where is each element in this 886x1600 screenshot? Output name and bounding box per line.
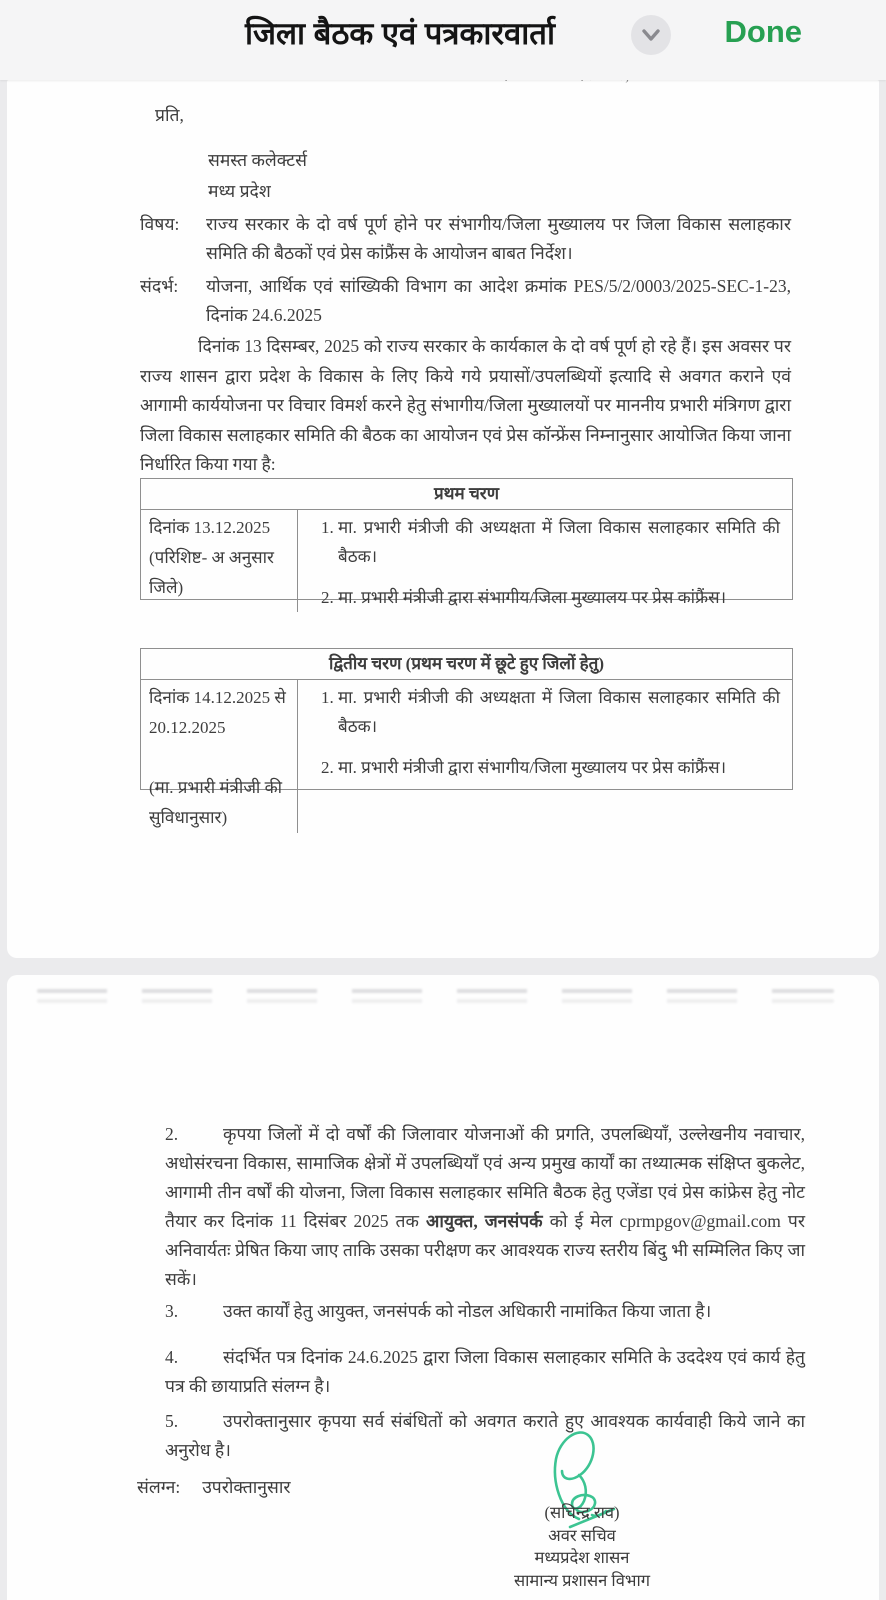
point-number: 3.	[165, 1301, 179, 1321]
addressee-line-1: समस्त कलेक्टर्स	[208, 150, 307, 170]
title-menu-button[interactable]	[631, 15, 671, 55]
reference-row	[140, 272, 791, 330]
chevron-down-icon	[641, 28, 661, 42]
enclosure-label: संलग्न:	[137, 1477, 181, 1497]
table-item: 2. मा. प्रभारी मंत्रीजी द्वारा संभागीय/जिला मुख्यालय पर प्रेस कांफ्रैंस।	[338, 583, 780, 612]
signatory-block	[427, 1502, 737, 1592]
document-scroll-area[interactable]	[0, 80, 886, 1600]
officer-name: (सचिन्द्र राव)	[544, 1503, 620, 1522]
point-number: 2.	[165, 1124, 179, 1144]
subject-label: विषय:	[140, 214, 180, 234]
enclosure-text: उपरोक्तानुसार	[202, 1477, 291, 1497]
officer-department: सामान्य प्रशासन विभाग	[513, 1570, 651, 1590]
phase1-table	[140, 478, 793, 607]
phase2-table-title: द्वितीय चरण (प्रथम चरण में छूटे हुए जिलों हेतु)	[141, 649, 792, 680]
phase1-date-cell: दिनांक 13.12.2025 (परिशिष्ट- अ अनुसार जिले)	[141, 510, 298, 612]
point-5	[165, 1407, 805, 1465]
addressee-line-2: मध्य प्रदेश	[208, 181, 271, 201]
phase2-date-cell: दिनांक 14.12.2025 से 20.12.2025 (मा. प्रभारी मंत्रीजी की सुविधानुसार)	[141, 680, 298, 833]
point-2-bold: आयुक्त, जनसंपर्क	[425, 1211, 543, 1231]
subject-text: राज्य सरकार के दो वर्ष पूर्ण होने पर संभागीय/जिला मुख्यालय पर जिला विकास सलाहकार समिति की बैठकों एवं प्रेस कांफ्रैंस के आयोजन बाबत निर्देश।	[206, 214, 791, 263]
reference-text: योजना, आर्थिक एवं सांख्यिकी विभाग का आदेश क्रमांक PES/5/2/0003/2025-SEC-1-23, दिनांक 24.6.2025	[206, 276, 791, 325]
phase1-table-title: प्रथम चरण	[141, 479, 792, 510]
table-item: 1. मा. प्रभारी मंत्रीजी की अध्यक्षता में जिला विकास सलाहकार समिति की बैठक।	[338, 683, 780, 741]
officer-designation: अवर सचिव	[548, 1525, 616, 1545]
title-bar	[0, 0, 886, 80]
phase2-table	[140, 648, 793, 827]
point-number: 5.	[165, 1411, 179, 1431]
enclosure-row	[137, 1473, 291, 1502]
bleedthrough-smudge	[37, 999, 834, 1003]
point-2	[165, 1120, 805, 1294]
intro-paragraph: दिनांक 13 दिसम्बर, 2025 को राज्य सरकार के कार्यकाल के दो वर्ष पूर्ण हो रहे हैं। इस अवसर पर राज्य शासन द्वारा प्रदेश के विकास के लिए किये गये प्रयासों/उपलब्धियों इत्यादि से अवगत कराने एवं आगामी कार्ययोजना पर विचार विमर्श करने हेतु संभागीय/जिला मुख्यालयों पर माननीय प्रभारी मंत्रिगण द्वारा जिला विकास सलाहकार समिति की बैठक का आयोजन एवं प्रेस कॉन्फ्रेंस निम्नानुसार आयोजित किया जाना निर्धारित किया गया है:	[140, 336, 791, 474]
salutation: प्रति,	[155, 105, 184, 125]
point-5-text: उपरोक्तानुसार कृपया सर्व संबंधितों को अवगत कराते हुए आवश्यक कार्यवाही किये जाने का अनुरोध है।	[165, 1411, 805, 1460]
point-2-text: कृपया जिलों में दो वर्षों की जिलावार योजनाओं की प्रगति, उपलब्धियाँ, उल्लेखनीय नवाचार, अधोसंरचना विकास, सामाजिक क्षेत्रों में उपलब्धियाँ एवं अन्य प्रमुख कार्यों का तथ्यात्मक संक्षिप्त बुकलेट, आगामी तीन वर्षों की योजना, जिला विकास सलाहकार समिति बैठक हेतु एजेंडा एवं प्रेस कांफ्रेस हेतु नोट तैयार कर दिनांक 11 दिसंबर 2025 तक	[165, 1124, 805, 1231]
bleedthrough-smudge	[37, 989, 834, 993]
phase2-activities-cell	[298, 680, 792, 833]
page-1	[7, 80, 879, 958]
point-4-text: संदर्भित पत्र दिनांक 24.6.2025 द्वारा जिला विकास सलाहकार समिति के उददेश्य एवं कार्य हेतु पत्र की छायाप्रति संलग्न है।	[165, 1347, 805, 1396]
clipped-dateline	[495, 80, 785, 91]
phase1-activities-cell	[298, 510, 792, 612]
subject-row	[140, 210, 791, 268]
table-item: 1. मा. प्रभारी मंत्रीजी की अध्यक्षता में जिला विकास सलाहकार समिति की बैठक।	[338, 513, 780, 571]
point-4	[165, 1343, 805, 1401]
table-item: 2. मा. प्रभारी मंत्रीजी द्वारा संभागीय/जिला मुख्यालय पर प्रेस कांफ्रैंस।	[338, 753, 780, 782]
point-3	[165, 1297, 805, 1326]
reference-label: संदर्भ:	[140, 276, 179, 296]
done-button[interactable]: Done	[724, 14, 802, 49]
page-2	[7, 975, 879, 1600]
document-title: जिला बैठक एवं पत्रकारवार्ता	[244, 16, 555, 51]
point-number: 4.	[165, 1347, 179, 1367]
point-2-text-after: को ई मेल cprmpgov@gmail.com पर अनिवार्यतः प्रेषित किया जाए ताकि उसका परीक्षण कर आवश्यक राज्य स्तरीय बिंदु भी सम्मिलित किए जा सकें।	[165, 1211, 805, 1289]
point-3-text: उक्त कार्यों हेतु आयुक्त, जनसंपर्क को नोडल अधिकारी नामांकित किया जाता है।	[223, 1301, 712, 1321]
officer-government: मध्यप्रदेश शासन	[534, 1548, 630, 1567]
